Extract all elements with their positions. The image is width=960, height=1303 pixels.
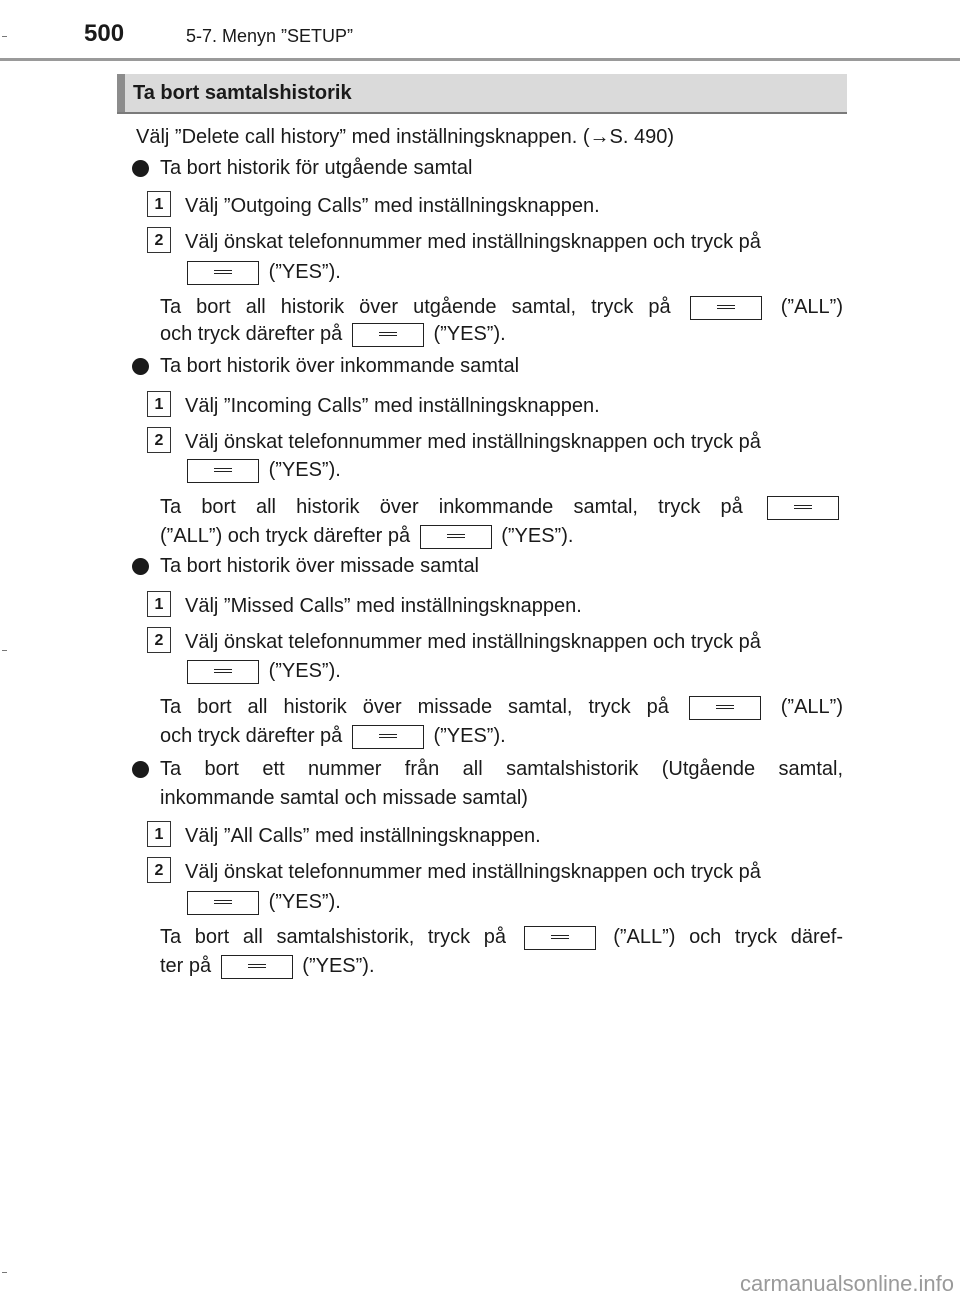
section-title-bar xyxy=(117,74,847,114)
chapter-title: 5-7. Menyn ”SETUP” xyxy=(186,26,354,46)
bullet-icon xyxy=(132,358,149,375)
all-label: (”ALL”) xyxy=(780,696,843,718)
bullet-missed: Ta bort historik över missade samtal xyxy=(160,555,480,577)
outgoing-step2: Välj önskat telefonnummer med inställningsknappen och tryck på xyxy=(185,231,761,253)
dash-button-icon xyxy=(187,660,259,684)
incoming-then-text: (”ALL”) och tryck därefter på xyxy=(160,525,411,547)
missed-all-text: Ta bort all historik över missade samtal, tryck på xyxy=(160,696,669,718)
incoming-all-text: Ta bort all historik över inkommande samtal, tryck på xyxy=(160,496,743,518)
outgoing-all-line-a xyxy=(160,294,843,320)
bullet-outgoing: Ta bort historik för utgående samtal xyxy=(160,157,473,179)
all-all-end-text: (”ALL”) och tryck däref- xyxy=(613,926,844,948)
all-yes-line xyxy=(183,889,341,915)
bullet-icon xyxy=(132,160,149,177)
incoming-all-line-b xyxy=(160,523,573,549)
outgoing-then-text: och tryck därefter på xyxy=(160,323,343,345)
crop-mark xyxy=(2,36,7,37)
dash-button-icon xyxy=(352,323,424,347)
dash-button-icon xyxy=(187,459,259,483)
all-all-line-a xyxy=(160,924,843,950)
all-all-line-b xyxy=(160,953,375,979)
incoming-yes-line xyxy=(183,457,341,483)
yes-label: (”YES”). xyxy=(268,261,341,283)
incoming-all-line-a xyxy=(160,494,843,520)
yes-label: (”YES”). xyxy=(501,525,574,547)
intro-text: Välj ”Delete call history” med inställningsknappen. (→S. 490) xyxy=(136,126,675,148)
watermark: carmanualsonline.info xyxy=(739,1271,954,1296)
page-number: 500 xyxy=(84,20,125,47)
bullet-incoming: Ta bort historik över inkommande samtal xyxy=(160,355,520,377)
missed-all-line-a xyxy=(160,694,843,720)
outgoing-step1: Välj ”Outgoing Calls” med inställningsknappen. xyxy=(185,195,600,217)
dash-button-icon xyxy=(221,955,293,979)
all-then-text: ter på xyxy=(160,955,212,977)
yes-label: (”YES”). xyxy=(268,660,341,682)
crop-mark xyxy=(2,1272,7,1273)
dash-button-icon xyxy=(187,891,259,915)
dash-button-icon xyxy=(420,525,492,549)
all-all-text: Ta bort all samtalshistorik, tryck på xyxy=(160,926,506,948)
dash-button-icon xyxy=(689,696,761,720)
header-rule xyxy=(0,58,960,61)
bullet-all-line-b: inkommande samtal och missade samtal) xyxy=(160,787,528,809)
dash-button-icon xyxy=(352,725,424,749)
missed-all-line-b xyxy=(160,723,506,749)
step-number-icon: 2 xyxy=(147,857,171,883)
step-number-icon: 1 xyxy=(147,391,171,417)
incoming-step1: Välj ”Incoming Calls” med inställningsknappen. xyxy=(185,395,600,417)
all-label: (”ALL”) xyxy=(780,296,843,318)
step-number-icon: 1 xyxy=(147,591,171,617)
step-number-icon: 2 xyxy=(147,427,171,453)
missed-then-text: och tryck därefter på xyxy=(160,725,343,747)
bullet-icon xyxy=(132,761,149,778)
yes-label: (”YES”). xyxy=(433,725,506,747)
missed-yes-line xyxy=(183,658,341,684)
yes-label: (”YES”). xyxy=(433,323,506,345)
outgoing-all-text: Ta bort all historik över utgående samtal, tryck på xyxy=(160,296,671,318)
step-number-icon: 2 xyxy=(147,227,171,253)
dash-button-icon xyxy=(524,926,596,950)
yes-label: (”YES”). xyxy=(268,459,341,481)
step-number-icon: 2 xyxy=(147,627,171,653)
section-accent xyxy=(117,74,125,112)
bullet-all-line-a: Ta bort ett nummer från all samtalshistorik (Utgående samtal, xyxy=(160,758,843,780)
missed-step2: Välj önskat telefonnummer med inställningsknappen och tryck på xyxy=(185,631,761,653)
outgoing-yes-line xyxy=(183,259,341,285)
outgoing-all-line-b xyxy=(160,321,506,347)
incoming-step2: Välj önskat telefonnummer med inställningsknappen och tryck på xyxy=(185,431,761,453)
missed-step1: Välj ”Missed Calls” med inställningsknappen. xyxy=(185,595,582,617)
yes-label: (”YES”). xyxy=(268,891,341,913)
step-number-icon: 1 xyxy=(147,191,171,217)
step-number-icon: 1 xyxy=(147,821,171,847)
crop-mark xyxy=(2,650,7,651)
dash-button-icon xyxy=(187,261,259,285)
dash-button-icon xyxy=(767,496,839,520)
yes-label: (”YES”). xyxy=(302,955,375,977)
bullet-icon xyxy=(132,558,149,575)
all-step1: Välj ”All Calls” med inställningsknappen. xyxy=(185,825,541,847)
section-title: Ta bort samtalshistorik xyxy=(133,82,352,104)
dash-button-icon xyxy=(690,296,762,320)
all-step2: Välj önskat telefonnummer med inställningsknappen och tryck på xyxy=(185,861,761,883)
